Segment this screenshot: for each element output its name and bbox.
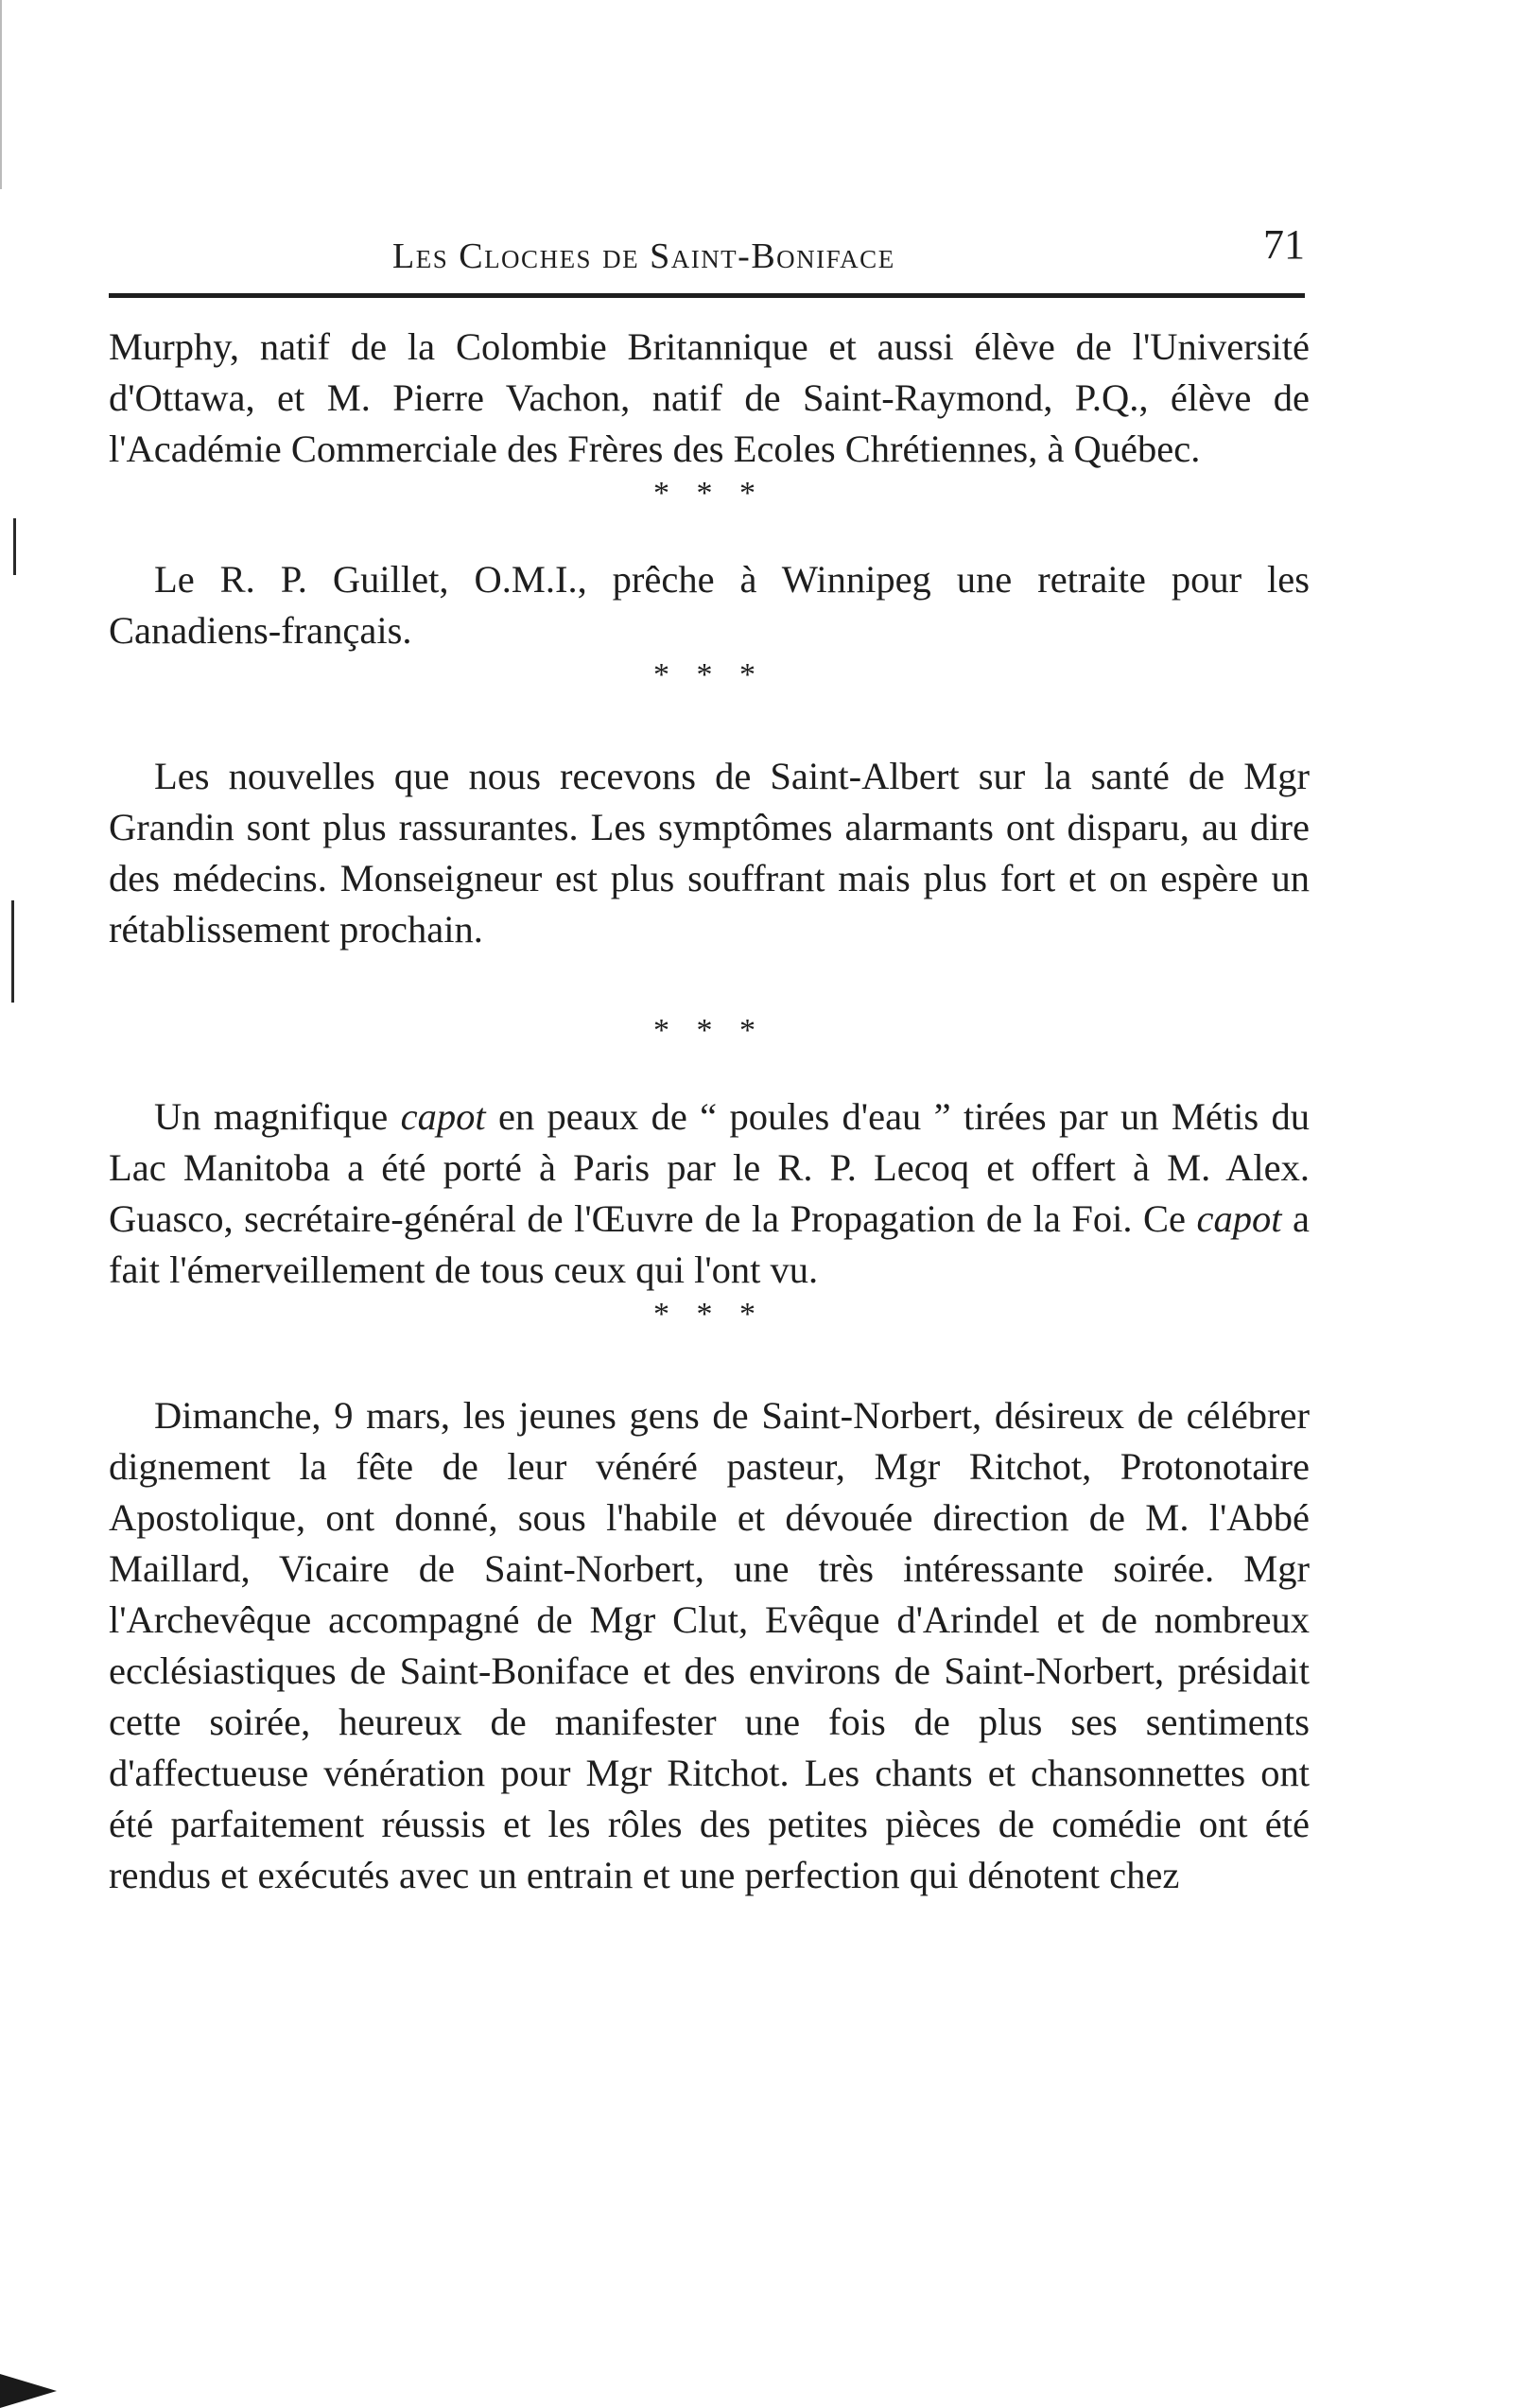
page-number: 71 [1263, 221, 1305, 268]
scan-edge-mark [0, 0, 2, 189]
text-run: Un magnifique [154, 1095, 401, 1138]
scan-margin-mark [11, 900, 14, 1003]
page-header [109, 213, 1305, 298]
paragraph-guillet: Le R. P. Guillet, O.M.I., prêche à Winnipeg une retraite pour les Canadiens-français. [109, 558, 1310, 652]
article-body [109, 322, 1310, 1901]
running-title: Les Cloches de Saint-Boniface [392, 236, 895, 276]
paragraph-continuation: Murphy, natif de la Colombie Britannique et aussi élève de l'Université d'Ottawa, et M. Pierre Vachon, natif de Saint-Raymond, P.Q., élève de l'Académie Commerciale des Frères des Ecoles Chrétiennes, à Québec. [109, 325, 1310, 470]
italic-word: capot [1196, 1197, 1282, 1240]
text-run: en peaux de “ poules d'eau ” tirées par un Métis du Lac Manitoba a été porté à Paris par le R. P. Lecoq et offert à M. Alex. Guasco, secrétaire-général de l'Œuvre de la Propagation de la Foi. Ce [109, 1095, 1310, 1240]
text-run: a fait l'émerveillement de tous ceux qui l'ont vu. [109, 1197, 1310, 1291]
scan-margin-mark [13, 518, 16, 575]
section-separator: * * * [653, 1297, 765, 1332]
paragraph-capot [109, 1091, 1310, 1296]
section-separator: * * * [653, 476, 765, 511]
section-separator: * * * [653, 657, 765, 692]
section-separator: * * * [653, 1013, 765, 1048]
paragraph-saint-norbert: Dimanche, 9 mars, les jeunes gens de Saint-Norbert, désireux de célébrer dignement la fête de leur vénéré pasteur, Mgr Ritchot, Protonotaire Apostolique, ont donné, sous l'habile et dévouée direction de M. l'Abbé Maillard, Vicaire de Saint-Norbert, une très intéressante soirée. Mgr l'Archevêque accompagné de Mgr Clut, Evêque d'Arindel et de nombreux ecclésiastiques de Saint-Boniface et des environs de Saint-Norbert, présidait cette soirée, heureux de manifester une fois de plus ses sentiments d'affectueuse vénération pour Mgr Ritchot. Les chants et chansonnettes ont été parfaitement réussis et les rôles des petites pièces de comédie ont été rendus et exécutés avec un entrain et une perfection qui dénotent chez [109, 1394, 1310, 1896]
paragraph-grandin: Les nouvelles que nous recevons de Saint-Albert sur la santé de Mgr Grandin sont plus rassurantes. Les symptômes alarmants ont disparu, au dire des médecins. Monseigneur est plus souffrant mais plus fort et on espère un rétablissement prochain. [109, 755, 1310, 951]
header-rule [109, 293, 1305, 298]
scan-corner-mark [0, 2374, 57, 2408]
italic-word: capot [400, 1095, 486, 1138]
